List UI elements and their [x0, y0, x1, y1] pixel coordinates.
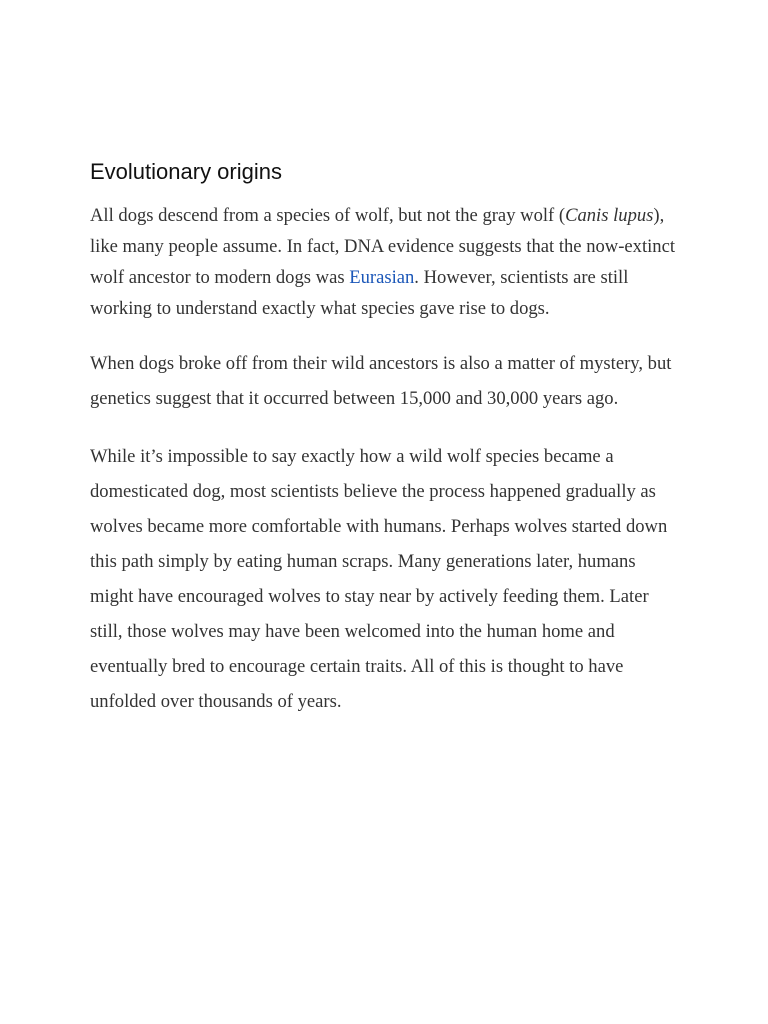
- article: [90, 156, 682, 719]
- section-heading: Evolutionary origins: [90, 159, 282, 184]
- paragraph-3: While it’s impossible to say exactly how a wild wolf species became a domesticated dog, most scientists believe the process happened gradually as wolves became more comfortable with humans. Perhaps wolves started down this path simply by eating human scraps. Many generations later, humans might have encouraged wolves to stay near by actively feeding them. Later still, those wolves may have been welcomed into the human home and eventually bred to encourage certain traits. All of this is thought to have unfolded over thousands of years.: [90, 446, 668, 712]
- paragraph-1-text-c: . However, scientists are still working to understand exactly what species gave rise to dogs.: [90, 267, 629, 319]
- paragraph-1-text-a: All dogs descend from a species of wolf, but not the gray wolf (: [90, 205, 566, 226]
- eurasian-link[interactable]: Eurasian: [349, 267, 415, 288]
- paragraph-2: When dogs broke off from their wild ancestors is also a matter of mystery, but genetics suggest that it occurred between 15,000 and 30,000 years ago.: [90, 353, 672, 409]
- paragraph-1-text-b: ), like many people assume. In fact, DNA evidence suggests that the now-extinct wolf ancestor to modern dogs was: [90, 205, 676, 288]
- paragraph-1: [90, 200, 682, 324]
- species-name-italic: Canis lupus: [565, 205, 654, 226]
